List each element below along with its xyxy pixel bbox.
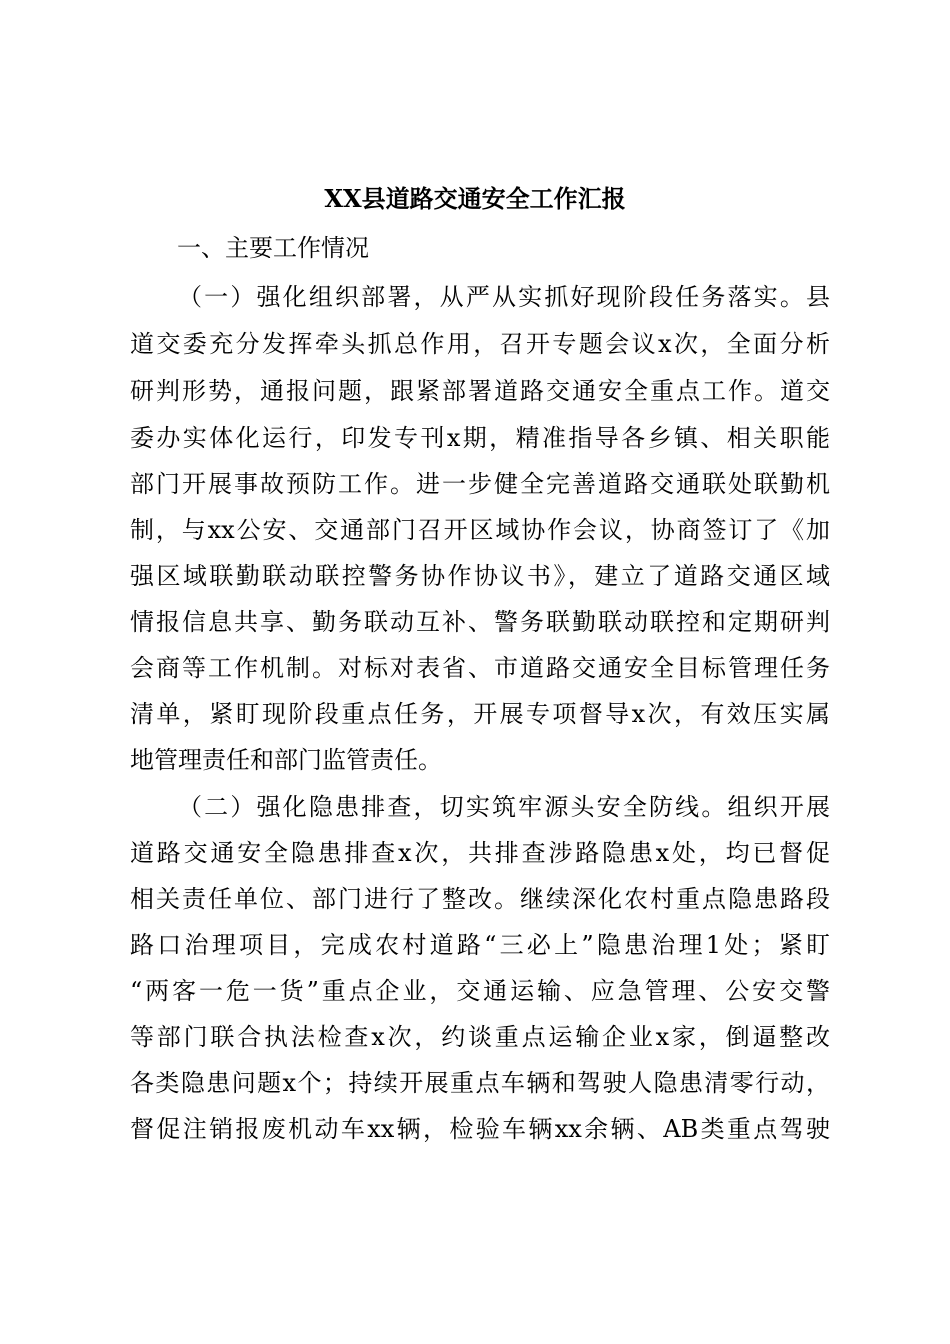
paragraph-line: 清单，紧盯现阶段重点任务，开展专项督导x次，有效压实属 [130,700,830,728]
paragraph-line: 督促注销报废机动车xx辆，检验车辆xx余辆、AB类重点驾驶 [130,1115,830,1143]
paragraph-line: 部门开展事故预防工作。进一步健全完善道路交通联处联勤机 [130,470,830,498]
paragraph-line: 情报信息共享、勤务联动互补、警务联勤联动联控和定期研判 [130,608,830,636]
paragraph-line: 会商等工作机制。对标对表省、市道路交通安全目标管理任务 [130,654,830,682]
paragraph-line [178,280,830,314]
paragraph-text: 组织开展 [727,793,830,821]
paragraph-line: 等部门联合执法检查x次，约谈重点运输企业x家，倒逼整改 [130,1023,830,1051]
paragraph-line: 地管理责任和部门监管责任。 [130,746,442,774]
paragraph-line [178,790,830,824]
paragraph-line: 相关责任单位、部门进行了整改。继续深化农村重点隐患路段 [130,885,830,913]
paragraph-line: 制，与xx公安、交通部门召开区域协作会议，协商签订了《加 [130,516,830,544]
paragraph-line: 道路交通安全隐患排查x次，共排查涉路隐患x处，均已督促 [130,839,830,867]
paragraph-line: 道交委充分发挥牵头抓总作用，召开专题会议x次，全面分析 [130,330,830,358]
paragraph-line: 路口治理项目，完成农村道路“三必上”隐患治理1处；紧盯 [130,931,830,959]
paragraph-line: 研判形势，通报问题，跟紧部署道路交通安全重点工作。道交 [130,377,830,405]
paragraph-line: 强区域联勤联动联控警务协作协议书》，建立了道路交通区域 [130,562,830,590]
paragraph-line: “两客一危一货”重点企业，交通运输、应急管理、公安交警 [130,977,830,1005]
document-title: XX县道路交通安全工作汇报 [324,184,626,213]
paragraph-text: 县 [806,283,830,311]
paragraph-line: 委办实体化运行，印发专刊x期，精准指导各乡镇、相关职能 [130,424,830,452]
section-heading: 一、主要工作情况 [177,234,369,262]
paragraph-line: 各类隐患问题x个；持续开展重点车辆和驾驶人隐患清零行动， [130,1069,830,1097]
paragraph-lead: （二）强化隐患排查，切实筑牢源头安全防线。 [178,793,728,821]
paragraph-lead: （一）强化组织部署，从严从实抓好现阶段任务落实。 [178,283,806,311]
